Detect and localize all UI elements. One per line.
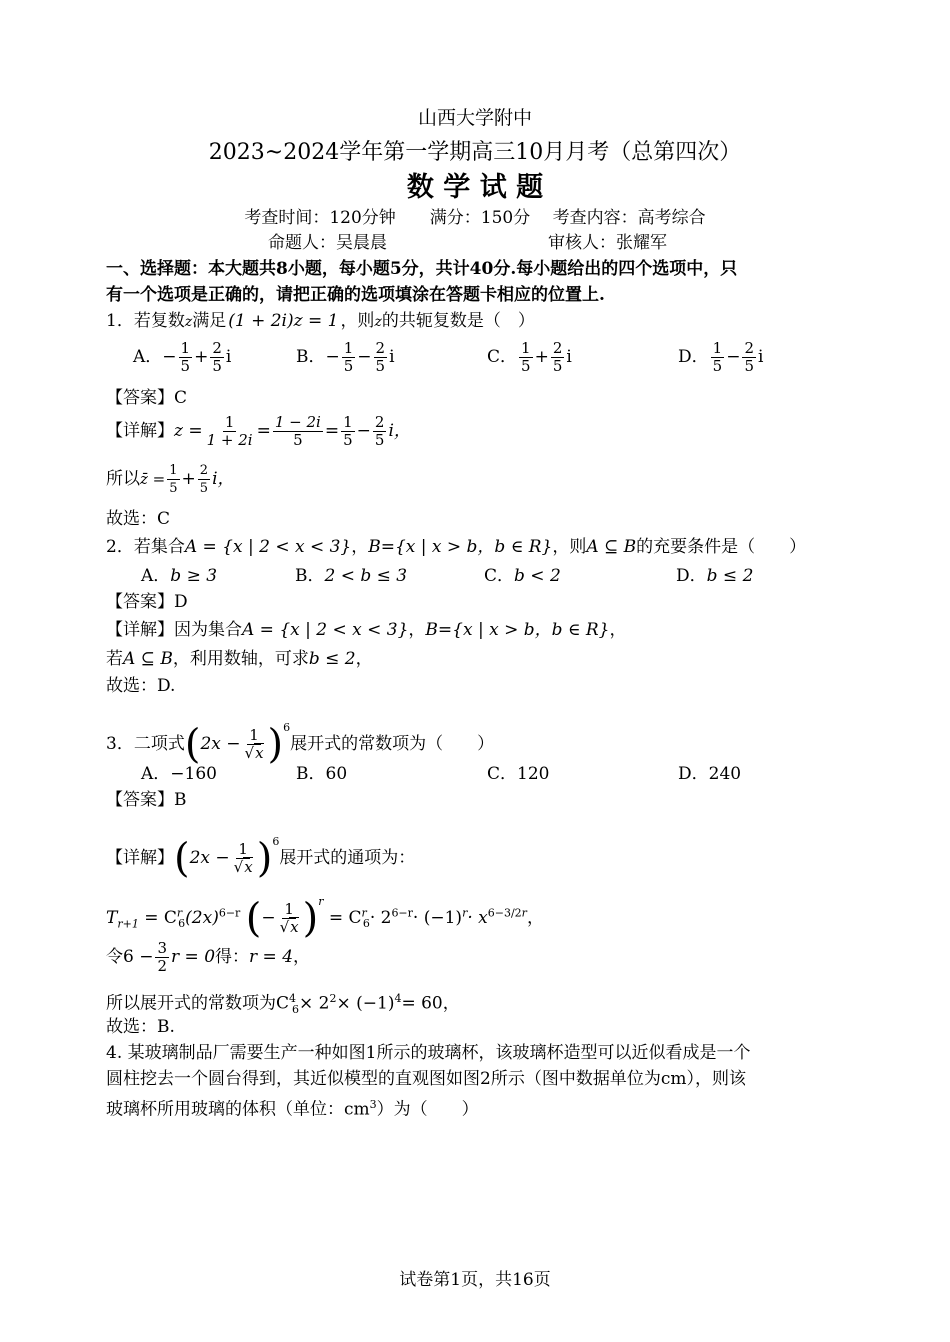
q2-stem: 2．若集合A = {x | 2 < x < 3}，B={x | x > b，b ∈ R}，则A ⊆ B的充要条件是（ ）	[106, 537, 807, 557]
q1-detail: 【详解】z = $\frac{1}{1 + 2i}$ = $\frac{1 - 2i}{5}$ = $\frac{1}{5}$ − $\frac{2}{5}$ i，	[106, 413, 411, 449]
q4-line3: 玻璃杯所用玻璃的体积（单位：$cm^3$）为（ ）	[106, 1098, 479, 1120]
q1-option-a: A．− $\frac{1}{5}$ + $\frac{2}{5}$ i	[133, 339, 232, 375]
q2-detail: 【详解】因为集合A = {x | 2 < x < 3}，B={x | x > b，b ∈ R}，	[106, 620, 627, 640]
exam-setter: 命题人：吴晨晨	[268, 233, 387, 253]
q3-option-a: A．−160	[141, 764, 217, 784]
q2-choose: 故选：D.	[106, 676, 176, 696]
q3-option-b: B．60	[296, 764, 348, 784]
q4-line2: 圆柱挖去一个圆台得到，其近似模型的直观图如图2所示（图中数据单位为cm），则该	[106, 1069, 746, 1089]
q3-option-d: D．240	[678, 764, 742, 784]
q1-answer: 【答案】C	[106, 388, 188, 408]
exam-reviewer: 审核人：张耀军	[548, 233, 667, 253]
school-name: 山西大学附中	[417, 107, 532, 129]
q4-line1: 4. 某玻璃制品厂需要生产一种如图1所示的玻璃杯，该玻璃杯造型可以近似看成是一个	[106, 1043, 751, 1063]
q3-option-c: C．120	[487, 764, 550, 784]
q3-answer: 【答案】B	[106, 790, 187, 810]
q3-general-term: $T_{r+1} = C^r_6(2x)^{6-r}$ (− $\frac{1}{√x}$ )$^r = C^r_6\cdot 2^{6-r}\cdot (-1)^r\cdot x^{6-3/2r}$，	[106, 895, 544, 942]
q2-option-b: B．2 < b ≤ 3	[295, 566, 408, 586]
exam-info: 考查时间：120分钟 满分：150分 考查内容：高考综合	[244, 208, 706, 228]
exam-title: 2023~2024学年第一学期高三10月月考（总第四次）	[208, 140, 742, 165]
q3-stem: 3．二项式(2x − $\frac{1}{√x}$ )$^6$展开式的常数项为（ ）	[106, 721, 495, 768]
section-heading-line2: 有一个选项是正确的，请把正确的选项填涂在答题卡相应的位置上.	[106, 285, 605, 305]
q1-choose: 故选：C	[106, 509, 171, 529]
q1-option-c: C． $\frac{1}{5}$ + $\frac{2}{5}$ i	[487, 339, 572, 375]
q1-conjugate: 所以z̄ = $\frac{1}{5}$ + $\frac{2}{5}$ i，	[106, 463, 235, 496]
q2-option-c: C．b < 2	[484, 566, 561, 586]
q3-choose: 故选：B.	[106, 1017, 175, 1037]
section-heading-line1: 一、选择题：本大题共8小题，每小题5分，共计40分.每小题给出的四个选项中，只	[106, 259, 738, 279]
q1-option-d: D． $\frac{1}{5}$ − $\frac{2}{5}$ i	[678, 339, 764, 375]
q2-option-d: D．b ≤ 2	[676, 566, 754, 586]
q2-answer: 【答案】D	[106, 592, 188, 612]
q2-option-a: A．b ≥ 3	[141, 566, 218, 586]
q1-stem: 1．若复数z满足 (1 + 2i)z = 1 ，则z的共轭复数是（ ）	[106, 311, 535, 331]
q1-option-b: B．− $\frac{1}{5}$ − $\frac{2}{5}$ i	[296, 339, 395, 375]
q2-detail-line2: 若A ⊆ B，利用数轴，可求b ≤ 2，	[106, 649, 373, 669]
q3-constant-term: 所以展开式的常数项为$C^4_6\times 2^2\times (-1)^4= 60$，	[106, 992, 460, 1017]
subject-title: 数 学 试 题	[406, 172, 544, 203]
q3-detail: 【详解】(2x − $\frac{1}{√x}$ )$^6$展开式的通项为：	[106, 835, 416, 882]
page-footer: 试卷第1页，共16页	[399, 1270, 551, 1290]
q3-let: 令6 − $\frac{3}{2}$ r = 0得：r = 4，	[106, 939, 311, 975]
